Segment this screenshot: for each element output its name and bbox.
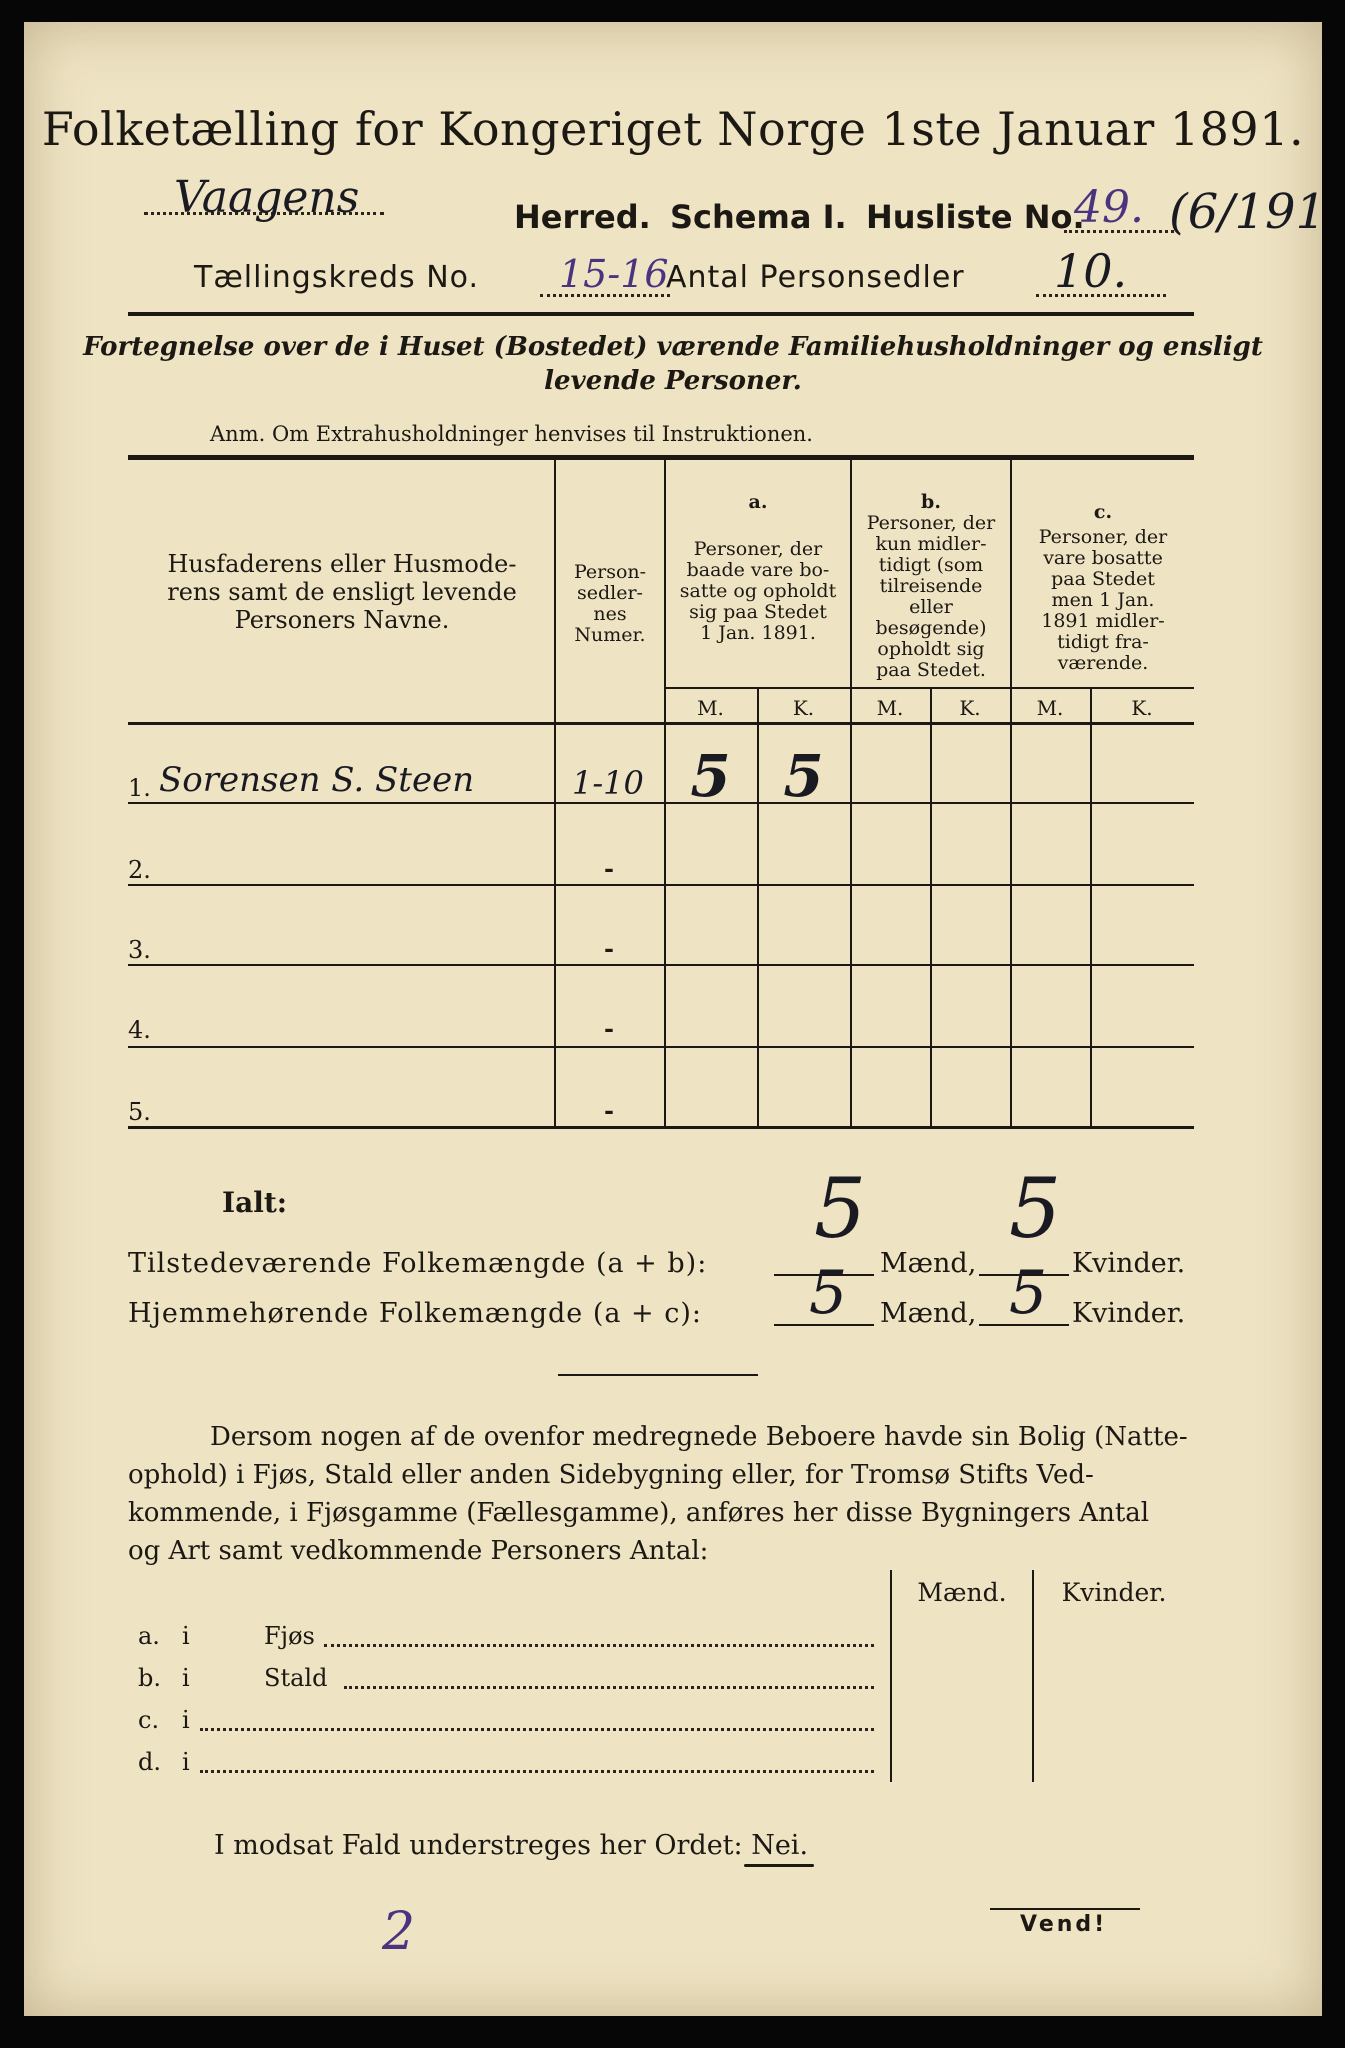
col-b-line: paa Stedet.	[876, 659, 986, 681]
husliste-label: Husliste No.	[866, 198, 1085, 236]
row-a-m: 5	[690, 742, 731, 810]
col-header-b	[853, 492, 1009, 681]
building-letter: c.	[138, 1706, 160, 1734]
form-title: Folketælling for Kongeriget Norge 1ste Januar 1891.	[41, 102, 1305, 156]
col-b-line: opholdt sig	[877, 638, 985, 660]
row-a-k: 5	[783, 742, 824, 810]
col-header-names	[134, 550, 550, 634]
tilstede-label: Tilstedeværende Folkemængde (a + b):	[128, 1248, 708, 1279]
col-c-line: paa Stedet	[1051, 568, 1155, 590]
margin-note: (6/191	[1169, 184, 1327, 240]
paragraph-line: Dersom nogen af de ovenfor medregnede Beboere havde sin Bolig (Natte-	[210, 1422, 1188, 1452]
col-numer-line: Numer.	[574, 624, 646, 646]
col-a-line: 1 Jan. 1891.	[700, 622, 816, 644]
building-prefix: i	[182, 1664, 190, 1692]
row-numer: -	[604, 934, 614, 963]
buildings-kvinder-header: Kvinder.	[1061, 1578, 1167, 1607]
col-header-a	[668, 492, 848, 644]
maend-label: Mænd,	[880, 1298, 977, 1329]
hjemme-label: Hjemmehørende Folkemængde (a + c):	[128, 1298, 702, 1329]
col-b-line: besøgende)	[875, 617, 987, 639]
row-name: Sorensen S. Steen	[159, 760, 475, 800]
anm-note: Anm. Om Extrahusholdninger henvises til Instruktionen.	[210, 422, 813, 446]
kreds-value: 15-16	[559, 252, 669, 296]
col-names-line: Personers Navne.	[234, 606, 450, 634]
modsat-text: I modsat Fald understreges her Ordet: Nei.	[214, 1830, 809, 1861]
mk-header: K.	[959, 696, 981, 720]
mk-header: M.	[697, 696, 724, 720]
page-mark: 2	[382, 1902, 416, 1962]
row-numer: -	[604, 1096, 614, 1125]
mk-header: K.	[1131, 696, 1153, 720]
row-number: 5.	[128, 1098, 151, 1126]
subtitle-line2: levende Personer.	[544, 366, 802, 396]
col-names-line: Husfaderens eller Husmode-	[167, 550, 517, 578]
antal-label: Antal Personsedler	[666, 260, 965, 295]
husliste-value: 49.	[1074, 182, 1144, 233]
row-number: 4.	[128, 1016, 151, 1044]
nei-underline	[744, 1864, 814, 1867]
col-a-letter: a.	[748, 491, 768, 513]
kvinder-label: Kvinder.	[1072, 1298, 1186, 1329]
mk-header: M.	[1036, 696, 1064, 720]
building-prefix: i	[182, 1748, 190, 1776]
col-c-letter: c.	[1093, 501, 1113, 523]
table-bottom-rule	[128, 1126, 1194, 1129]
row-number: 3.	[128, 936, 151, 964]
subtitle-line1: Fortegnelse over de i Huset (Bostedet) værende Familiehusholdninger og ensligt	[83, 332, 1263, 362]
header-rule	[128, 312, 1194, 316]
col-c-line: værende.	[1057, 652, 1149, 674]
herred-label: Herred.	[514, 198, 651, 236]
col-a-line: Personer, der	[693, 538, 823, 560]
hjemme-k: 5	[1009, 1258, 1048, 1328]
building-letter: b.	[138, 1664, 161, 1692]
col-c-line: vare bosatte	[1043, 547, 1163, 569]
col-numer-line: sedler-	[577, 582, 643, 604]
building-prefix: i	[182, 1622, 190, 1650]
building-letter: a.	[138, 1622, 160, 1650]
census-form	[24, 22, 1327, 2016]
row-numer: 1-10	[572, 764, 644, 802]
vend-label: Vend!	[1020, 1912, 1108, 1937]
col-b-line: eller	[909, 596, 953, 618]
hjemme-m: 5	[809, 1258, 848, 1328]
col-numer-line: Person-	[573, 561, 647, 583]
col-numer-line: nes	[593, 603, 627, 625]
col-c-line: tidigt fra-	[1057, 631, 1149, 653]
mk-header: M.	[876, 696, 904, 720]
herred-value: Vaagens	[174, 172, 360, 223]
col-c-line: 1891 midler-	[1041, 610, 1165, 632]
building-label: Fjøs	[264, 1622, 315, 1650]
paragraph-line: ophold) i Fjøs, Stald eller anden Sidebygning eller, for Tromsø Stifts Ved-	[128, 1460, 1094, 1490]
antal-value: 10.	[1054, 244, 1128, 298]
paragraph-line: og Art samt vedkommende Personers Antal:	[128, 1536, 709, 1566]
col-c-line: Personer, der	[1038, 526, 1168, 548]
schema-label: Schema I.	[670, 198, 847, 236]
building-label: Stald	[264, 1664, 328, 1692]
building-letter: d.	[138, 1748, 161, 1776]
col-b-line: tilreisende	[879, 575, 983, 597]
tilstede-k: 5	[1009, 1162, 1062, 1257]
col-b-line: kun midler-	[875, 533, 987, 555]
building-prefix: i	[182, 1706, 190, 1734]
buildings-maend-header: Mænd.	[917, 1578, 1007, 1607]
col-names-line: rens samt de ensligt levende	[167, 578, 517, 606]
paragraph-line: kommende, i Fjøsgamme (Fællesgamme), anføres her disse Bygningers Antal	[128, 1498, 1150, 1528]
col-b-line: tidigt (som	[878, 554, 984, 576]
col-a-line: sig paa Stedet	[689, 601, 827, 623]
col-b-line: Personer, der	[866, 512, 996, 534]
ialt-label: Ialt:	[222, 1186, 288, 1219]
maend-label: Mænd,	[880, 1248, 977, 1279]
col-a-line: satte og opholdt	[679, 580, 837, 602]
row-number: 1.	[128, 774, 151, 802]
kvinder-label: Kvinder.	[1072, 1248, 1186, 1279]
row-numer: -	[604, 1014, 614, 1043]
row-numer: -	[604, 854, 614, 883]
col-c-line: men 1 Jan.	[1051, 589, 1155, 611]
mk-header: K.	[792, 696, 815, 720]
row-number: 2.	[128, 856, 151, 884]
divider	[558, 1374, 758, 1376]
tilstede-m: 5	[814, 1162, 867, 1257]
table-top-rule	[128, 455, 1194, 460]
col-header-numer	[558, 562, 662, 646]
kreds-label: Tællingskreds No.	[194, 260, 479, 295]
col-b-letter: b.	[921, 491, 941, 513]
col-a-line: baade vare bo-	[686, 559, 830, 581]
col-header-c	[1013, 502, 1193, 674]
